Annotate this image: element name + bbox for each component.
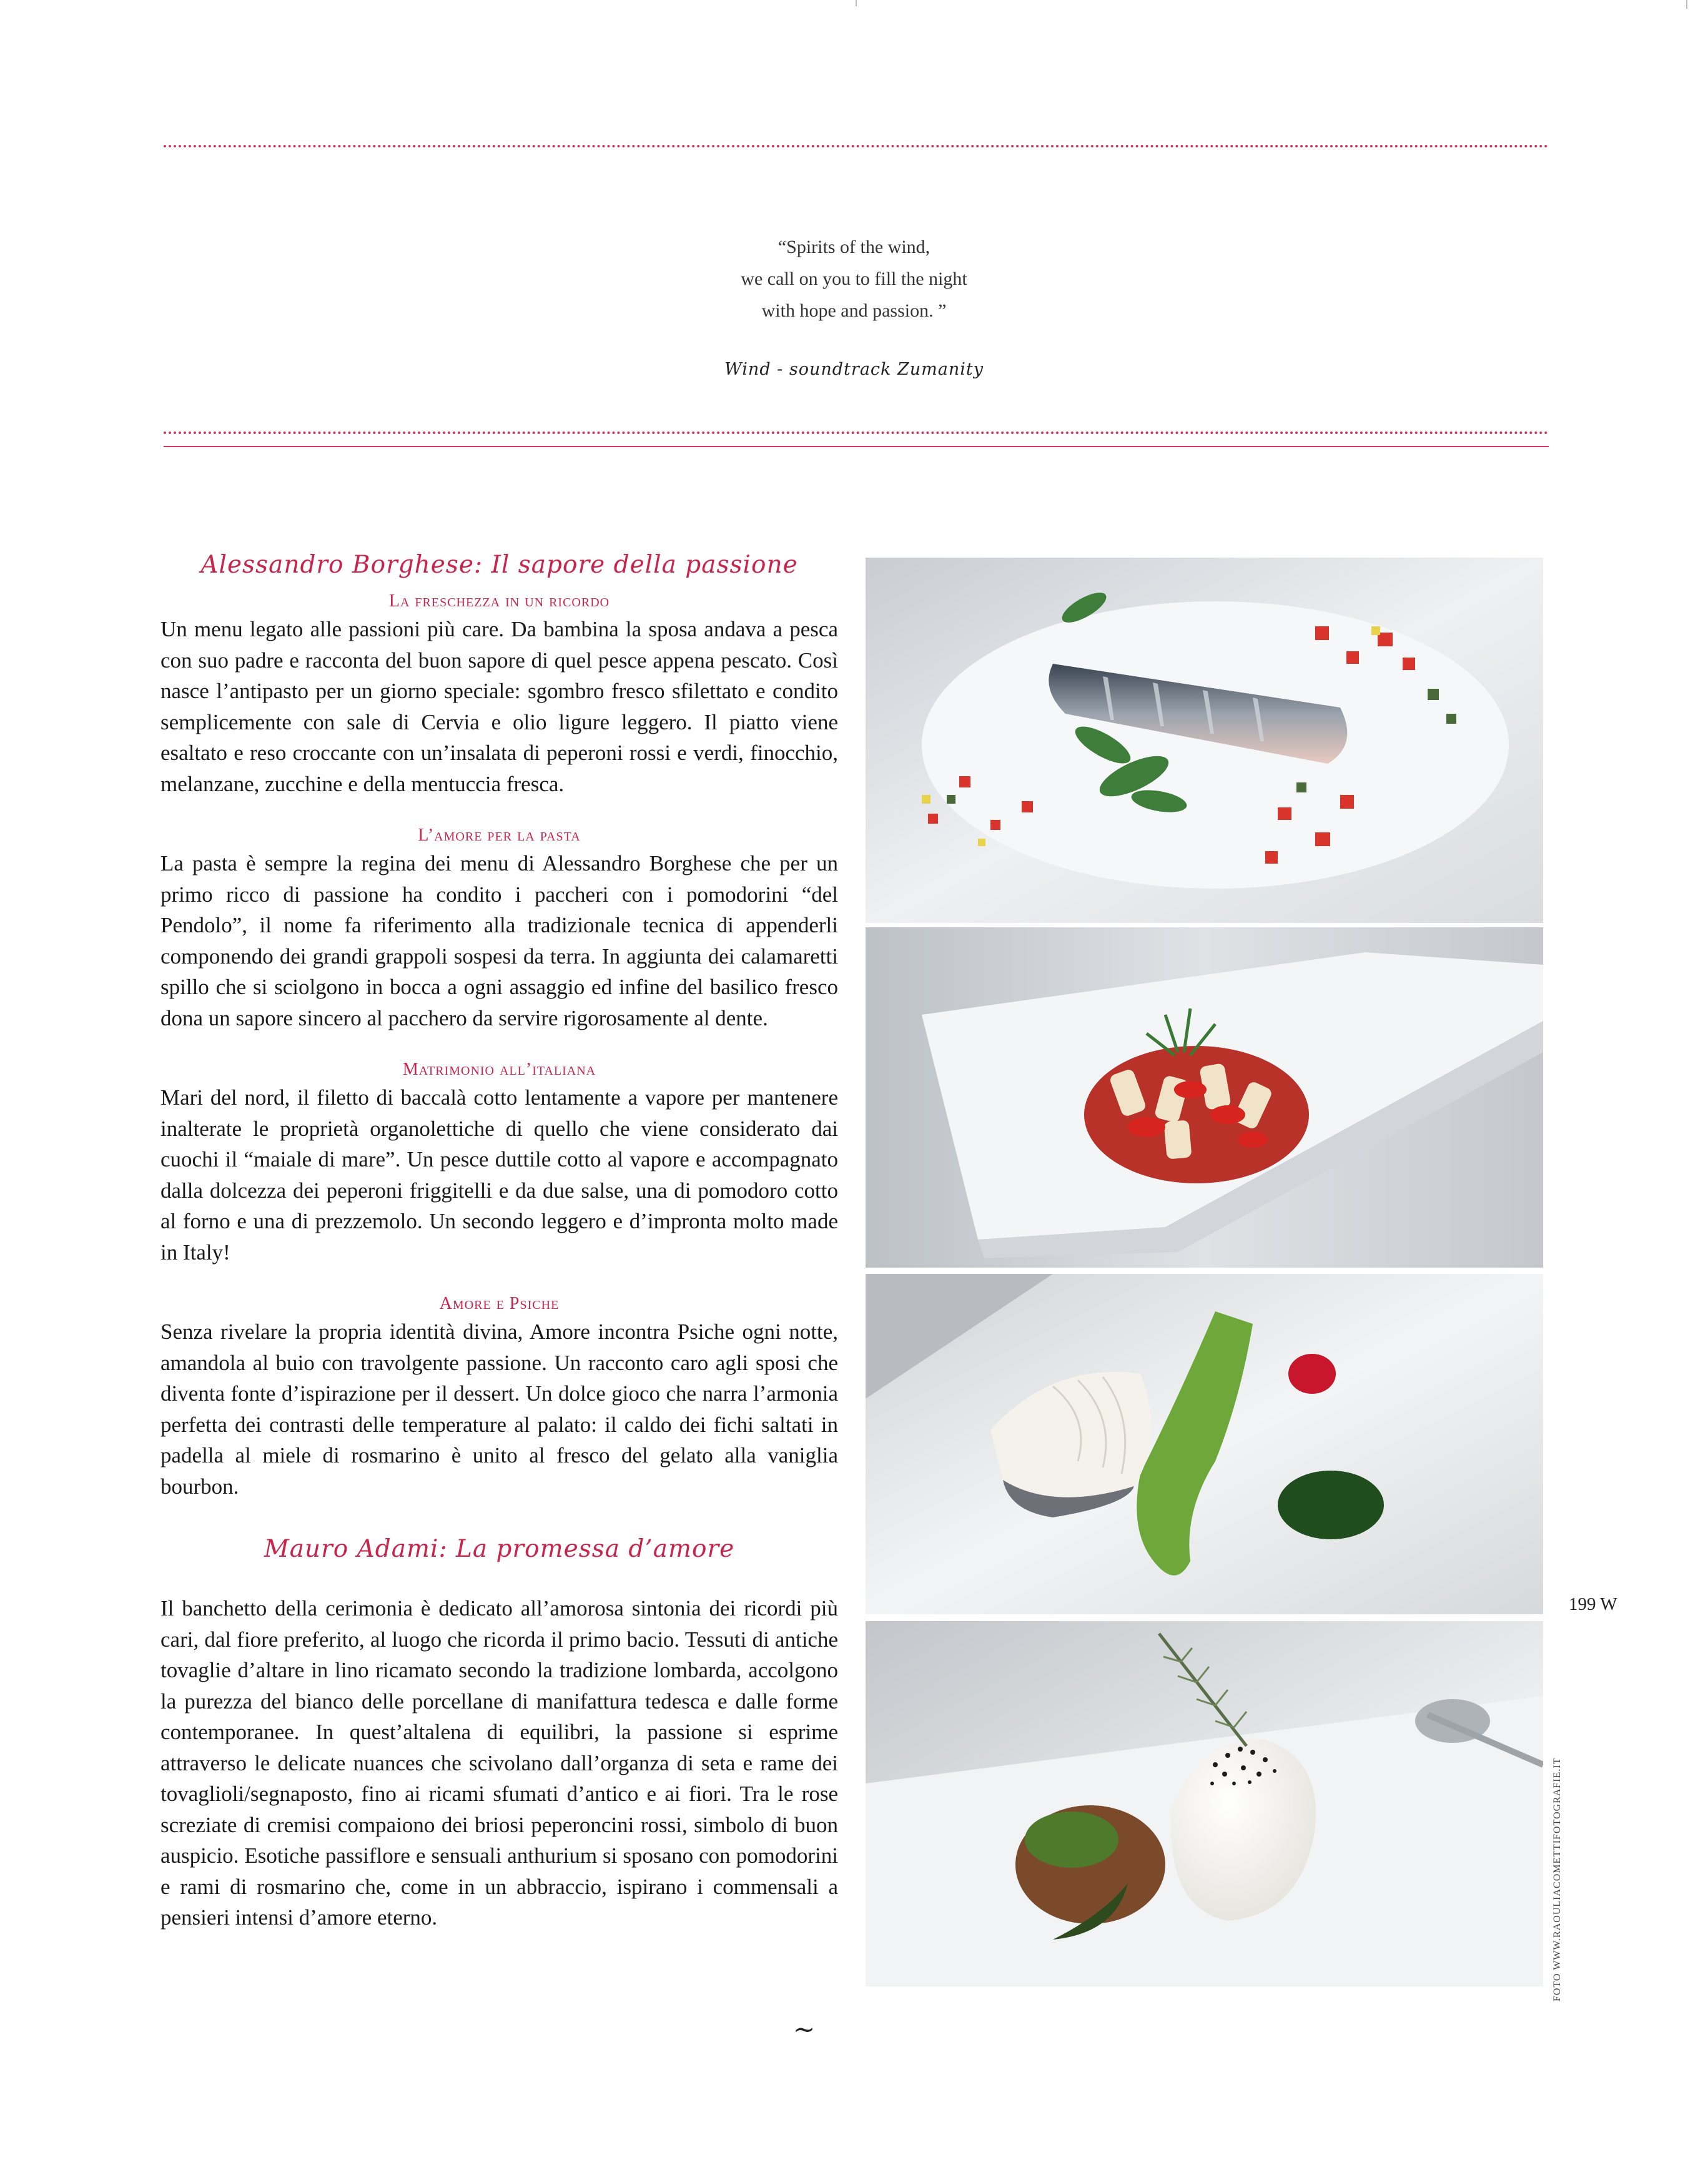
subheading: La freschezza in un ricordo (388, 591, 610, 611)
epigraph (624, 231, 1084, 327)
end-mark: ~ (793, 2014, 816, 2044)
solid-rule (164, 446, 1549, 447)
subheading: L’amore per la pasta (418, 826, 581, 845)
photo-credit (1552, 1757, 1564, 2014)
photo-mackerel-antipasto (866, 558, 1543, 923)
subheading: Amore e Psiche (439, 1294, 560, 1313)
epigraph-line: we call on you to fill the night (741, 269, 967, 289)
photo-paccheri-pasta (866, 927, 1543, 1268)
paragraph: La pasta è sempre la regina dei menu di Alessandro Borghese che per un primo ricco di passione ha condito i paccheri con i pomodorini “del Pendolo”, il nome fa riferimento alla tradizionale tecnica di appenderli componendo dei grandi grappoli sospesi da terra. In aggiunta dei calamaretti spillo che si sciolgono in bocca a ogni assaggio ed infine del basilico fresco dona un sapore sincero al pacchero da servire rigorosamente al dente. (160, 851, 838, 1030)
section-title: Alessandro Borghese: Il sapore della passione (200, 551, 798, 579)
paragraph: Un menu legato alle passioni più care. Da bambina la sposa andava a pesca con suo padre e racconta del buon sapore di quel pesce appena pescato. Così nasce l’antipasto per un giorno speciale: sgombro fresco sfilettato e condito semplicemente con sale di Cervia e olio ligure leggero. Il piatto viene esaltato e reso croccante con un’insalata di peperoni rossi e verdi, finocchio, melanzane, zucchine e della mentuccia fresca. (160, 617, 838, 796)
photo-dessert (866, 1621, 1543, 1986)
epigraph-line: “Spirits of the wind, (777, 237, 931, 257)
crop-mark (1686, 0, 1687, 9)
photo-credit-text: FOTO WWW.RAOULIACOMETTIFOTOGRAFIE.IT (1552, 1757, 1562, 2001)
crop-mark (856, 0, 857, 6)
article-column (160, 546, 838, 1933)
dotted-rule-bottom (164, 432, 1549, 434)
epigraph-attribution: Wind - soundtrack Zumanity (724, 360, 984, 379)
paragraph: Il banchetto della cerimonia è dedicato all’amorosa sintonia dei ricordi più cari, dal fiore preferito, al luogo che ricorda il primo bacio. Tessuti di antiche tovaglie d’altare in lino ricamato secondo la tradizione lombarda, accolgono la purezza del bianco delle porcellane di manifattura tedesca e dalle forme contemporanee. In quest’altalena di equilibri, la passione si esprime attraverso le delicate nuances che scivolano dall’organza di seta e rame dei tovaglioli/segnaposto, fino ai ricami sfumati d’antico e ai fiori. Tra le rose screziate di cremisi compaiono dei briosi peperoncini rossi, simbolo di buon auspicio. Esotiche passiflore e sensuali anthurium si sposano con pomodorini e rami di rosmarino che, come in un abbraccio, ispirano i commensali a pensieri intensi d’amore eterno. (160, 1596, 838, 1930)
page-number: 199 W (1569, 1594, 1617, 1614)
subheading: Matrimonio all’italiana (402, 1060, 596, 1079)
epigraph-line: with hope and passion. ” (761, 300, 947, 321)
paragraph: Senza rivelare la propria identità divina, Amore incontra Psiche ogni notte, amandola al buio con travolgente passione. Un racconto caro agli sposi che diventa fonte d’ispirazione per il dessert. Un dolce gioco che narra l’armonia perfetta dei contrasti delle temperature al palato: il caldo dei fichi saltati in padella al miele di rosmarino è unito al fresco del gelato alla vaniglia bourbon. (160, 1319, 838, 1499)
section-title: Mauro Adami: La promessa d’amore (264, 1535, 735, 1563)
dotted-rule-top (164, 145, 1549, 147)
paragraph: Mari del nord, il filetto di baccalà cotto lentamente a vapore per mantenere inalterate le proprietà organolettiche di quello che viene considerato dai cuochi il “maiale di mare”. Un pesce duttile cotto al vapore e accompagnato dalla dolcezza dei peperoni friggitelli e da due salse, una di pomodoro cotto al forno e una di prezzemolo. Un secondo leggero e d’impronta molto made in Italy! (160, 1085, 838, 1265)
photo-baccala-fillet (866, 1274, 1543, 1614)
